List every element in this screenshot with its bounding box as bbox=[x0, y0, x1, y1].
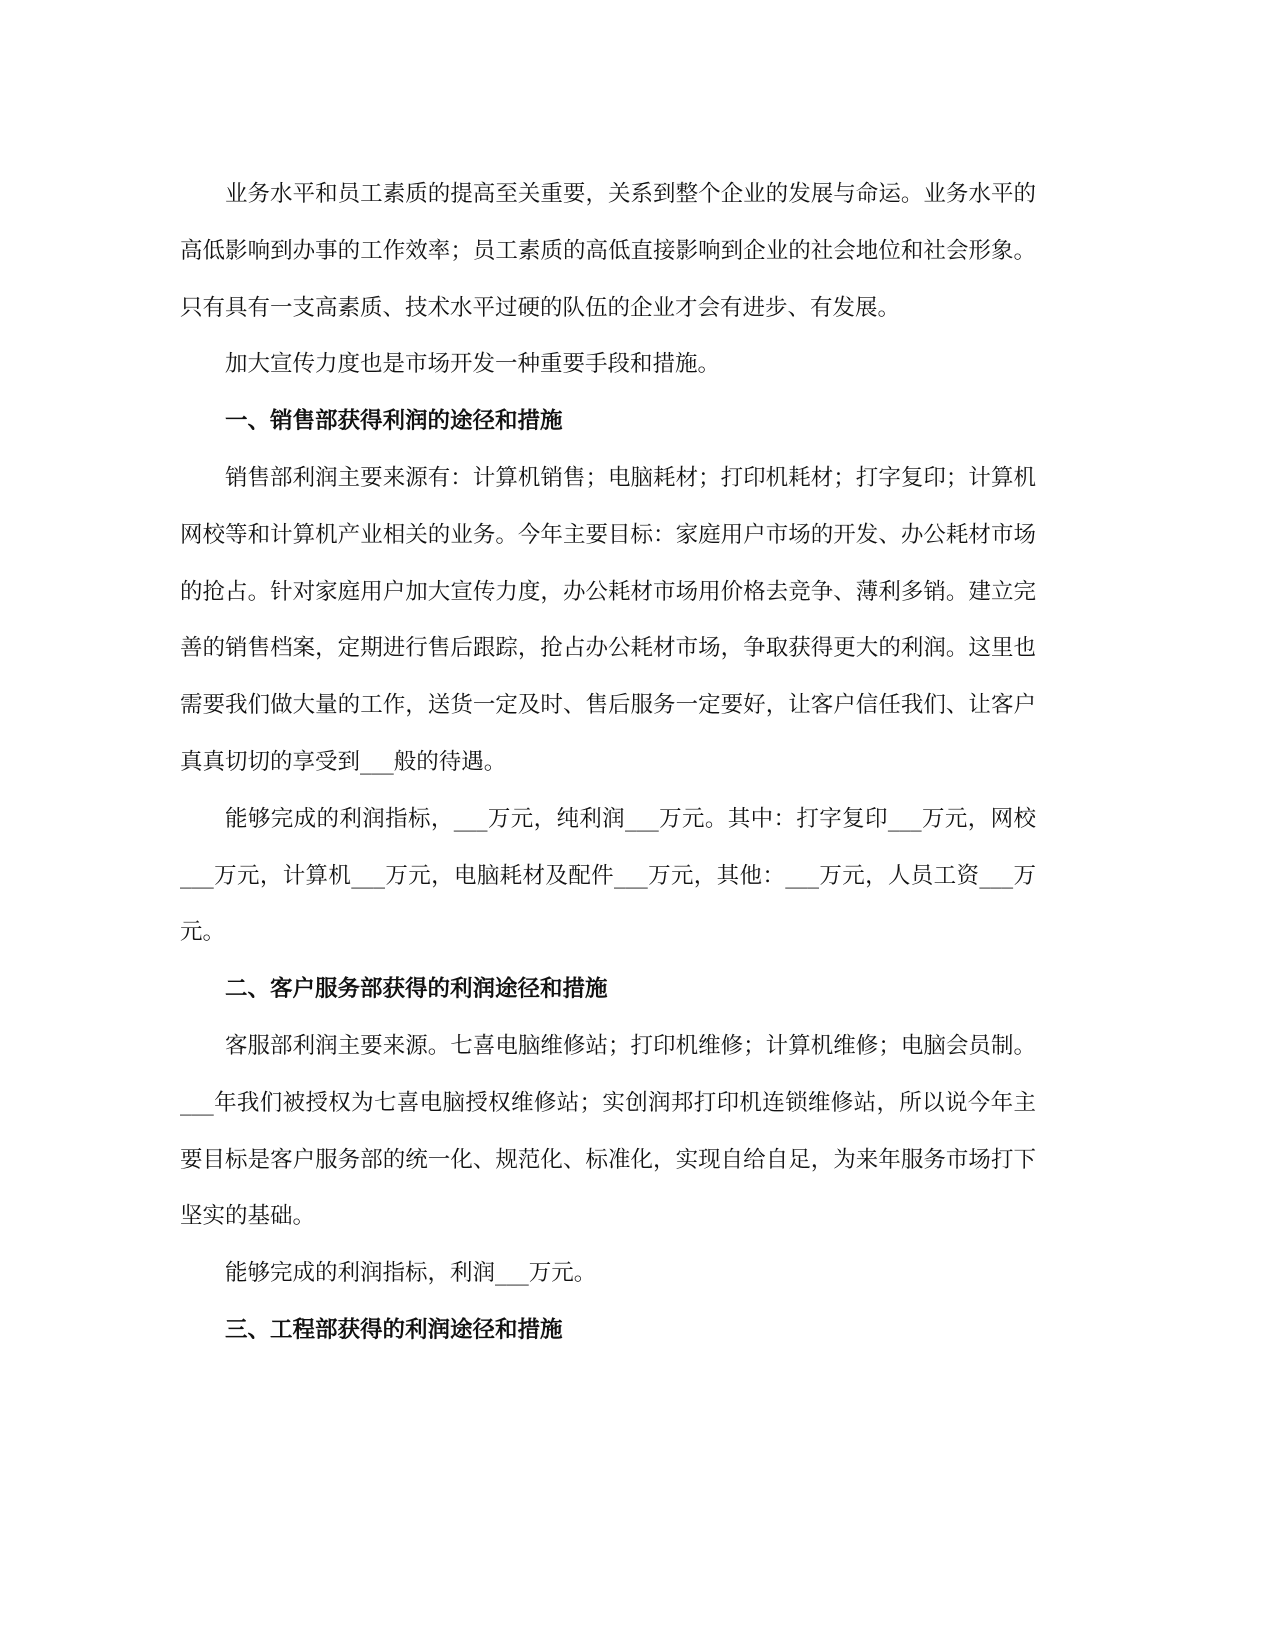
heading-engineering-department: 三、工程部获得的利润途径和措施 bbox=[225, 1316, 563, 1343]
paragraph-staff-quality: 业务水平和员工素质的提高至关重要，关系到整个企业的发展与命运。业务水平的高低影响到办事的工作效率；员工素质的高低直接影响到企业的社会地位和社会形象。只有具有一支高素质、技术水平过硬的队伍的企业才会有进步、有发展。 bbox=[180, 181, 1036, 321]
paragraph-customer-service-targets: 能够完成的利润指标，利润___万元。 bbox=[225, 1260, 597, 1287]
paragraph-sales-profit-targets: 能够完成的利润指标，___万元，纯利润___万元。其中：打字复印___万元，网校___万元，计算机___万元，电脑耗材及配件___万元，其他：___万元，人员工资___万元。 bbox=[180, 805, 1036, 946]
paragraph-publicity: 加大宣传力度也是市场开发一种重要手段和措施。 bbox=[225, 351, 721, 378]
document-body bbox=[180, 166, 1036, 1359]
heading-sales-department: 一、销售部获得利润的途径和措施 bbox=[225, 408, 563, 435]
paragraph-sales-profit-sources: 销售部利润主要来源有：计算机销售；电脑耗材；打印机耗材；打字复印；计算机网校等和计算机产业相关的业务。今年主要目标：家庭用户市场的开发、办公耗材市场的抢占。针对家庭用户加大宣传力度，办公耗材市场用价格去竞争、薄利多销。建立完善的销售档案，定期进行售后跟踪，抢占办公耗材市场，争取获得更大的利润。这里也需要我们做大量的工作，送货一定及时、售后服务一定要好，让客户信任我们、让客户真真切切的享受到___般的待遇。 bbox=[180, 464, 1036, 775]
paragraph-customer-service-sources: 客服部利润主要来源。七喜电脑维修站；打印机维修；计算机维修；电脑会员制。___年我们被授权为七喜电脑授权维修站；实创润邦打印机连锁维修站，所以说今年主要目标是客户服务部的统一化、规范化、标准化，实现自给自足，为来年服务市场打下坚实的基础。 bbox=[180, 1032, 1036, 1230]
heading-customer-service-department: 二、客户服务部获得的利润途径和措施 bbox=[225, 976, 608, 1003]
